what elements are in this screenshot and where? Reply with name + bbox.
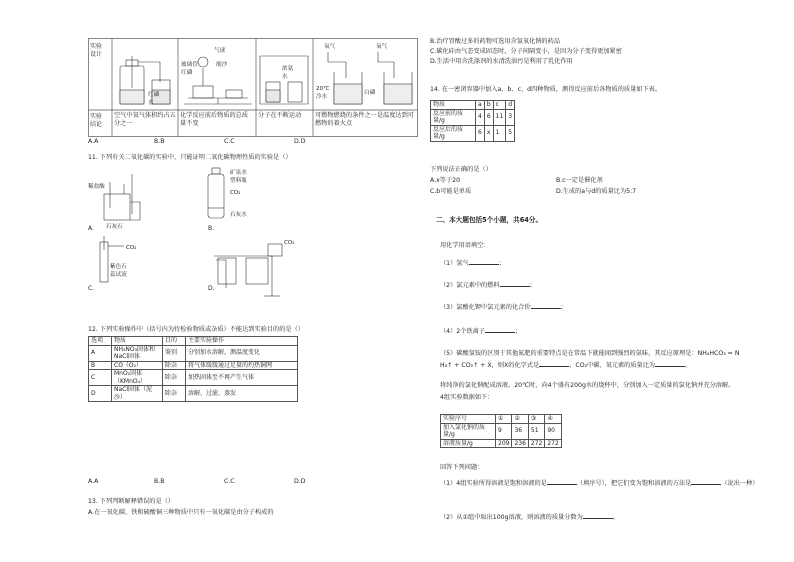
- table-cell: 9: [496, 423, 512, 439]
- right-column: [430, 38, 780, 548]
- table-header-row: [441, 415, 562, 424]
- q15-item-3-text: （3）氯酸化钾中氯元素的化合价: [440, 304, 531, 311]
- q15-item-1: （1）氢气 ；: [440, 260, 505, 267]
- table-cell: 51: [528, 423, 544, 439]
- q10-option-d: D.D: [294, 138, 306, 145]
- table-header: b: [484, 101, 493, 110]
- table-cell: A: [89, 345, 112, 361]
- q15-item-2: （2）氯元素中的燃料 ；: [440, 282, 536, 289]
- q16-part-2-text: （2）从①组中取出100g溶液，则溶液的质量分数为: [440, 514, 583, 521]
- answer-blank[interactable]: [469, 258, 499, 265]
- svg-text:氧气: 氧气: [324, 44, 336, 50]
- q12-table: [88, 336, 298, 402]
- table-cell: x: [484, 125, 493, 141]
- table-header: 物质: [112, 337, 163, 346]
- table-cell: CO（O₂）: [112, 361, 163, 370]
- q14-stem: 14. 在一密闭容器中加入a、b、c、d四种物质，测得反应前后各物质的质量如下表。: [430, 86, 662, 93]
- svg-text:水: 水: [282, 74, 288, 80]
- conclusion-d: 可燃物燃烧的条件之一是温度达到可燃物的着火点: [315, 112, 414, 127]
- table-header: 主要实验操作: [186, 337, 298, 346]
- conclusion-c: 分子在不断运动: [258, 112, 302, 119]
- q13-option-b: B.治疗胃酸过多的药物可选用含氢氧化钠的药品: [430, 38, 560, 45]
- svg-text:石灰水: 石灰水: [230, 212, 247, 218]
- table-cell: 4: [476, 109, 485, 125]
- svg-text:CO₂: CO₂: [284, 240, 295, 246]
- table-header-row: [431, 101, 515, 110]
- answer-blank[interactable]: [539, 360, 569, 367]
- q15-intro: 用化学用语填空：: [440, 242, 490, 249]
- table-header: ①: [496, 415, 512, 424]
- q13-option-d: D.生活中用含洗涤剂的水清洗油污是利用了乳化作用: [430, 58, 573, 65]
- q11-option-d-label: D.: [208, 285, 215, 292]
- q11-figures: [88, 164, 348, 304]
- conclusion-b: 化学反应前后物质的总质量不变: [180, 112, 249, 127]
- q11-stem: 11. 下列有关二氧化碳的实验中，只能证明二氧化碳物理性质的实验是（）: [88, 154, 292, 161]
- svg-text:冷水: 冷水: [316, 94, 328, 100]
- q13-option-c: C.碳化硅由气态变成固态时，分子间隔变小，是因为分子变得更加紧密: [430, 48, 622, 55]
- table-cell: 反应前的质量/g: [431, 109, 476, 125]
- answer-blank[interactable]: [531, 302, 561, 309]
- svg-text:氧气: 氧气: [376, 44, 388, 50]
- q16-ask: 回答下列问题：: [440, 464, 484, 471]
- table-cell: MnO₂固体（KMnO₄）: [112, 370, 163, 386]
- q15-item-3: （3）氯酸化钾中氯元素的化合价 ；: [440, 304, 567, 311]
- experiment-table: [88, 38, 418, 141]
- water-label: 水: [148, 100, 154, 106]
- table-cell: 272: [545, 439, 561, 448]
- q11-option-b-label: B.: [208, 225, 215, 232]
- q14-option-d: D.生成的a与d的质量比为5:7: [556, 188, 637, 195]
- table-cell: D: [89, 386, 112, 402]
- table-cell: 90: [545, 423, 561, 439]
- q16-part-1-text: （1）4组实验所得溶液是饱和溶液的是: [440, 480, 547, 487]
- table-cell: 6: [484, 109, 493, 125]
- q15-item-5-text-b: H₃↑ + CO₂↑ + X，则X的化学式是: [440, 362, 540, 369]
- svg-text:稀盐酸: 稀盐酸: [88, 184, 105, 190]
- table-row: [431, 125, 515, 141]
- table-row: [89, 361, 298, 370]
- q16-intro-2: 4组实验数据如下：: [440, 394, 494, 401]
- table-cell: 加热固体至不再产生气体: [186, 370, 298, 386]
- table-cell: 6: [476, 125, 485, 141]
- row2-label-2: 结论: [90, 121, 103, 128]
- table-cell: 分别加水溶解，测温度变化: [186, 345, 298, 361]
- svg-text:玻璃管: 玻璃管: [181, 62, 198, 68]
- table-header: 选项: [89, 337, 112, 346]
- table-cell: 272: [528, 439, 544, 448]
- q10-option-c: C.C: [224, 138, 235, 145]
- left-column: [88, 38, 418, 548]
- q14-table: [430, 100, 515, 142]
- svg-text:CO₂: CO₂: [126, 245, 137, 251]
- q16-part-2: （2）从①组中取出100g溶液，则溶液的质量分数为 。: [440, 514, 619, 521]
- answer-blank[interactable]: [655, 360, 685, 367]
- bottle-apparatus-figure: [120, 56, 170, 104]
- svg-text:20℃: 20℃: [316, 86, 330, 92]
- answer-blank[interactable]: [691, 478, 721, 485]
- conclusion-a: 空气中氧气体积约占五分之一: [114, 112, 176, 127]
- table-cell: 11: [493, 109, 506, 125]
- table-cell: NH₄NO₃固体和NaCl固体: [112, 345, 163, 361]
- svg-text:气球: 气球: [214, 48, 226, 54]
- svg-text:浓氨: 浓氨: [282, 66, 294, 72]
- q14-option-b: B.c一定是催化剂: [556, 177, 603, 184]
- table-cell: 1: [493, 125, 506, 141]
- table-header: a: [476, 101, 485, 110]
- q15-item-4-text: （4）2个铁离子: [440, 328, 485, 335]
- svg-text:红磷: 红磷: [181, 70, 193, 76]
- table-cell: 鉴别: [163, 345, 186, 361]
- table-cell: B: [89, 361, 112, 370]
- svg-text:白磷: 白磷: [364, 90, 376, 96]
- svg-text:石灰石: 石灰石: [106, 224, 123, 230]
- table-cell: 将气体缓缓通过足量的灼热铜网: [186, 361, 298, 370]
- table-cell: 溶液质量/g: [441, 439, 496, 448]
- q15-item-1-text: （1）氢气: [440, 260, 469, 267]
- q14-option-a: A.x等于20: [430, 177, 461, 184]
- table-header: ③: [528, 415, 544, 424]
- table-row: [431, 109, 515, 125]
- q16-intro-1: 将纯净的氯化钠配成溶液。20℃时，向4个盛有200g水的烧杯中，分别加入一定质量的氯化钠并充分溶解。: [440, 382, 735, 389]
- table-cell: 5: [506, 125, 515, 141]
- table-header-row: [89, 337, 298, 346]
- table-header: 物质: [431, 101, 476, 110]
- table-row: [89, 386, 298, 402]
- table-cell: 除杂: [163, 370, 186, 386]
- row2-label-1: 实验: [90, 113, 103, 120]
- table-cell: 236: [512, 439, 528, 448]
- q11-option-a-label: A.: [88, 225, 94, 232]
- q15-item-5-line2: H₃↑ + CO₂↑ + X，则X的化学式是 ，CO₂中碳、氧元素的质量比为 。: [440, 362, 692, 369]
- q16-part-1: [440, 478, 758, 488]
- q12-option-d: D.D: [294, 478, 306, 485]
- phos-label: 红磷: [148, 92, 160, 98]
- oxygen-beakers-figure: [328, 52, 412, 104]
- svg-text:塑料瓶: 塑料瓶: [230, 178, 247, 184]
- q13-stem: 13. 下列判断解释错误的是（）: [88, 498, 175, 505]
- table-cell: 209: [496, 439, 512, 448]
- q13-option-a: A.在一氧化碳、铁和硫酸铜三种物质中只有一氧化碳是由分子构成的: [88, 509, 274, 516]
- q15-item-4: （4）2个铁离子 ；: [440, 328, 522, 335]
- q14-after: 下列说法正确的是（）: [430, 166, 492, 173]
- table-header: ②: [512, 415, 528, 424]
- row1-label-1: 实验: [90, 43, 103, 50]
- q15-item-5-line1: （5）碳酸氢铵的区别于其他氮肥的重要特点是在常温下就能闻到强烈的氨味，其反应原理是：NH₄HCO₃ = N: [440, 350, 740, 357]
- q11-option-c-label: C.: [88, 285, 95, 292]
- svg-text:蕊试液: 蕊试液: [110, 272, 127, 278]
- table-header: c: [493, 101, 506, 110]
- table-cell: 36: [512, 423, 528, 439]
- q16-part-1-text-c: （说出一种）: [721, 480, 759, 487]
- svg-text:CO₂: CO₂: [230, 190, 241, 196]
- q12-stem: 12. 下列实验操作中（括号内为待检验物质或杂质）不能达到实验目的的是（）: [88, 326, 304, 333]
- q12-option-b: B.B: [154, 478, 165, 485]
- q10-option-a: A.A: [88, 138, 99, 145]
- q12-option-c: C.C: [224, 478, 235, 485]
- table-cell: 加入氯化钠的质量/g: [441, 423, 496, 439]
- table-header: 实验序号: [441, 415, 496, 424]
- table-row: [89, 345, 298, 361]
- q14-option-c: C.b可能是单质: [430, 188, 472, 195]
- table-row: [89, 370, 298, 386]
- table-header: ④: [545, 415, 561, 424]
- answer-blank[interactable]: [583, 512, 613, 519]
- svg-text:矿泉水: 矿泉水: [230, 170, 247, 176]
- answer-blank[interactable]: [547, 478, 577, 485]
- answer-blank[interactable]: [485, 326, 515, 333]
- table-cell: 除杂: [163, 361, 186, 370]
- table-cell: 除杂: [163, 386, 186, 402]
- q16-part-1-text-b: （填序号），把它们变为饱和溶液的方法是: [576, 480, 692, 487]
- table-row: [441, 439, 562, 448]
- table-row: [441, 423, 562, 439]
- svg-text:紫色石: 紫色石: [110, 264, 127, 270]
- answer-blank[interactable]: [500, 280, 530, 287]
- q15-item-5-text-c: ，CO₂中碳、氧元素的质量比为: [569, 362, 656, 369]
- q15-item-2-text: （2）氯元素中的燃料: [440, 282, 500, 289]
- ammonia-beakers-figure: [260, 56, 308, 104]
- table-cell: NaCl固体（泥沙）: [112, 386, 163, 402]
- table-header: d: [506, 101, 515, 110]
- table-cell: 溶解、过滤、蒸发: [186, 386, 298, 402]
- q16-table: [440, 414, 562, 448]
- table-header: 目的: [163, 337, 186, 346]
- section-two-heading: 二、本大题包括5个小题，共64分。: [436, 216, 543, 224]
- table-cell: 反应后的质量/g: [431, 125, 476, 141]
- table-cell: C: [89, 370, 112, 386]
- q10-option-b: B.B: [154, 138, 165, 145]
- table-cell: 3: [506, 109, 515, 125]
- svg-text:细沙: 细沙: [216, 62, 228, 68]
- row1-label-2: 设计: [90, 51, 103, 58]
- q12-option-a: A.A: [88, 478, 99, 485]
